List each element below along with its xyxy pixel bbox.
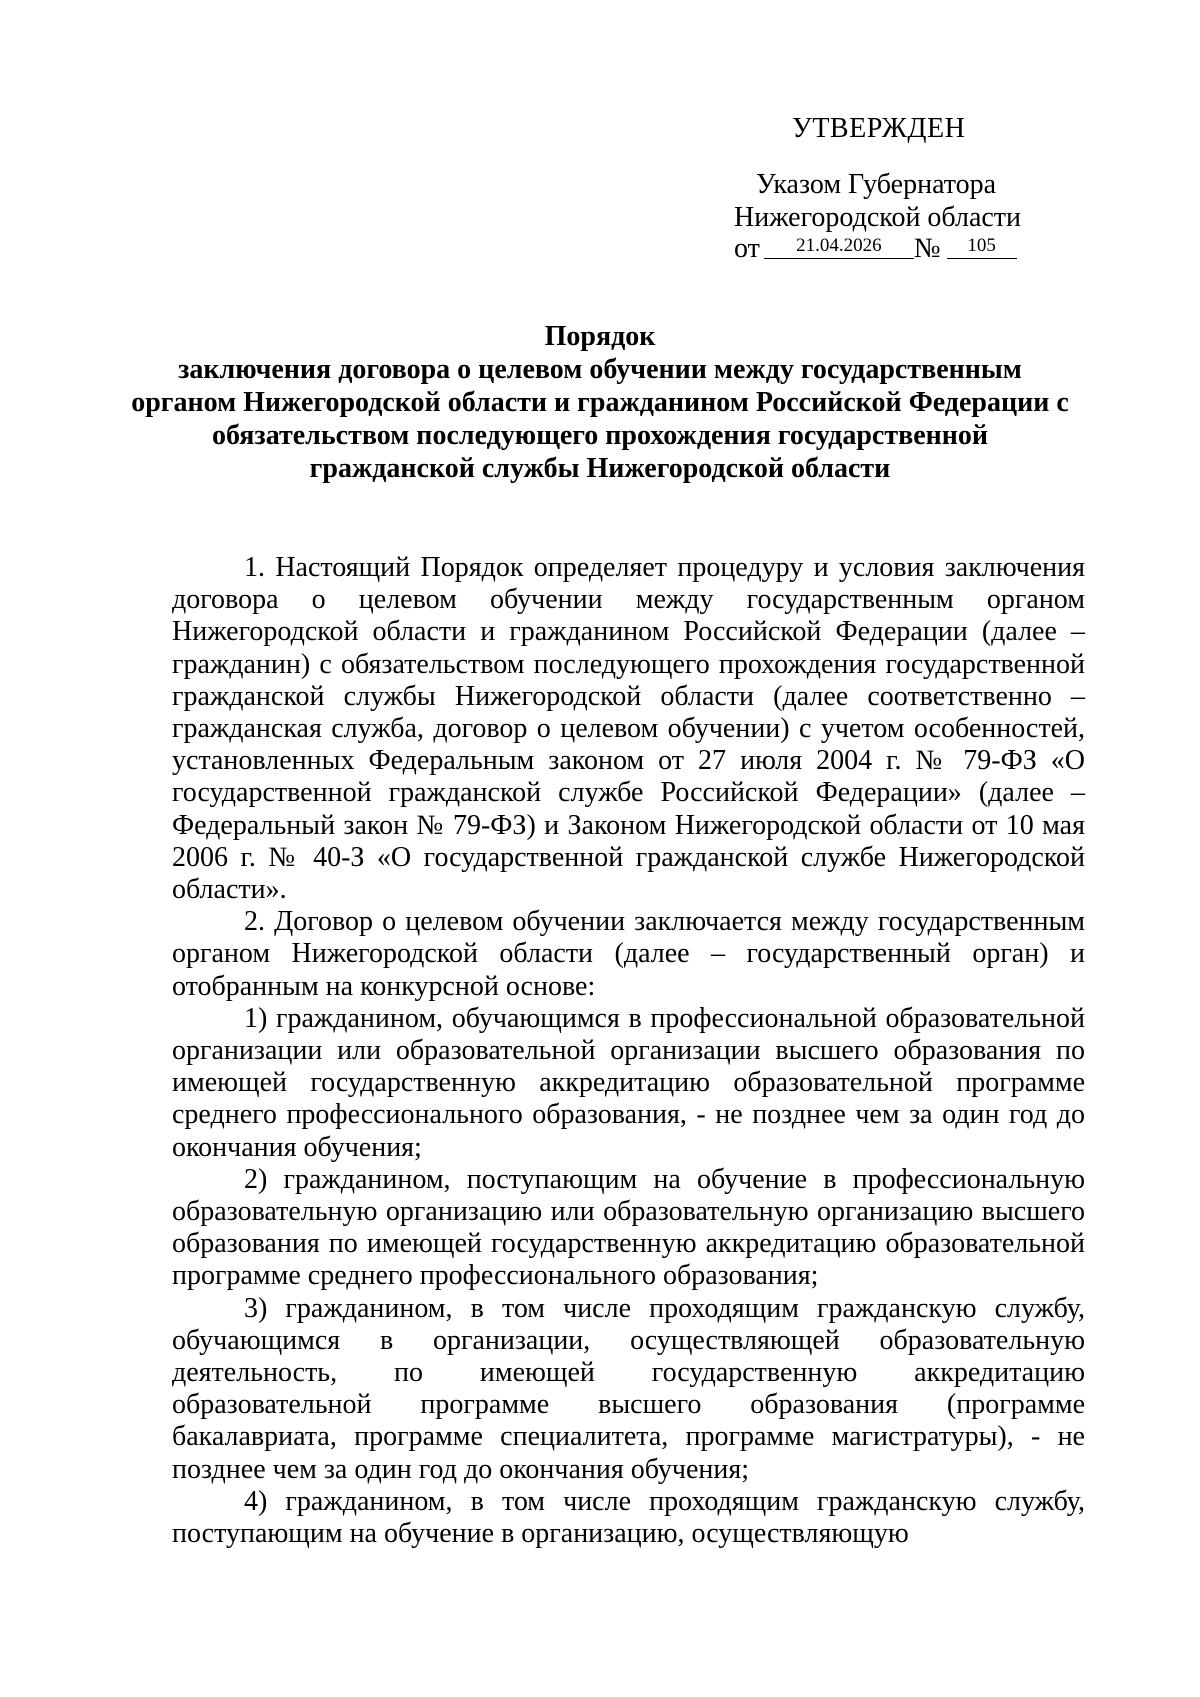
approval-reference (734, 232, 1017, 265)
paragraph: 2) гражданином, поступающим на обучение в профессиональную образовательную организацию или образовательную организацию высшего образования по имеющей государственную аккредитацию образовательной программе среднего профессионального образования; (172, 1163, 1085, 1292)
approval-authority: Указом Губернатора (756, 169, 997, 200)
date-prefix: от (734, 233, 760, 264)
approval-date: 21.04.2026 (764, 234, 914, 259)
paragraph: 3) гражданином, в том числе проходящим гражданскую службу, обучающимся в организации, осуществляющей образовательную деятельность, по имеющей государственную аккредитацию образовательной программе высшего образования (программе бакалавриата, программе специалитета, программе магистратуры), - не позднее чем за один год до окончания обучения; (172, 1292, 1085, 1485)
approval-number: 105 (947, 234, 1017, 259)
document-title (130, 320, 1070, 485)
paragraph: 1. Настоящий Порядок определяет процедуру и условия заключения договора о целевом обучении между государственным органом Нижегородской области и гражданином Российской Федерации (далее – гражданин) с обязательством последующего прохождения государственной гражданской службы Нижегородской области (далее соответственно – гражданская служба, договор о целевом обучении) с учетом особенностей, установленных Федеральным законом от 27 июля 2004 г. № 79-ФЗ «О государственной гражданской службе Российской Федерации» (далее – Федеральный закон № 79-ФЗ) и Законом Нижегородской области от 10 мая 2006 г. № 40-З «О государственной гражданской службе Нижегородской области». (172, 552, 1085, 906)
title-heading: Порядок (544, 321, 656, 352)
paragraph: 1) гражданином, обучающимся в профессиональной образовательной организации или образовательной организации высшего образования по имеющей государственную аккредитацию образовательной программе среднего профессионального образования, - не позднее чем за один год до окончания обучения; (172, 1002, 1085, 1163)
approval-stamp: УТВЕРЖДЕН (792, 113, 966, 144)
number-prefix: № (913, 233, 941, 264)
paragraph: 2. Договор о целевом обучении заключается между государственным органом Нижегородской области (далее – государственный орган) и отобранным на конкурсной основе: (172, 906, 1085, 1002)
paragraph: 4) гражданином, в том числе проходящим гражданскую службу, поступающим на обучение в организацию, осуществляющую (172, 1485, 1085, 1550)
approval-region: Нижегородской области (734, 202, 1022, 233)
document-body (172, 552, 1085, 1550)
title-subtitle: заключения договора о целевом обучении между государственным органом Нижегородской области и гражданином Российской Федерации с обязательством последующего прохождения государственной гражданской службы Нижегородской области (131, 354, 1069, 484)
